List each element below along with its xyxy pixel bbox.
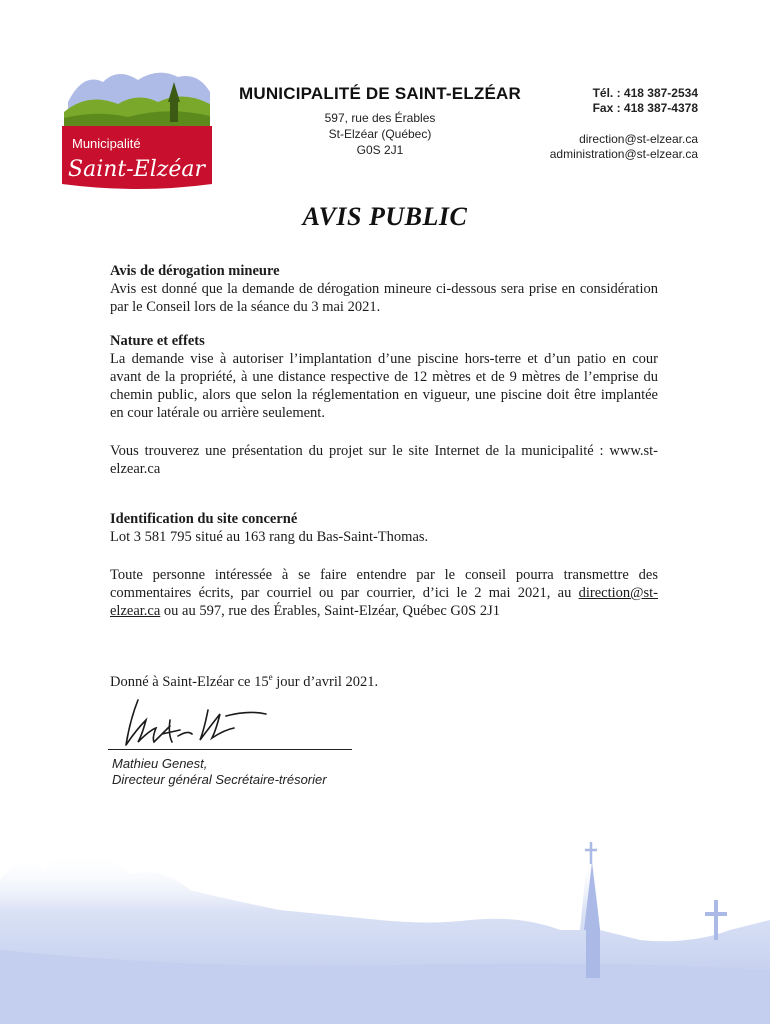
given-post: jour d’avril 2021. bbox=[272, 673, 379, 690]
website-notice: Vous trouverez une présentation du projet sur le site Internet de la municipalité : www.st-elzear.ca bbox=[110, 443, 658, 477]
section-heading-avis: Avis de dérogation mineure bbox=[110, 263, 280, 279]
section-heading-site: Identification du site concerné bbox=[110, 511, 298, 527]
signer-name: Mathieu Genest, bbox=[112, 756, 208, 771]
comments-email-link[interactable]: direction@st-elzear.ca bbox=[110, 585, 658, 619]
handwritten-signature bbox=[108, 690, 358, 750]
address-line-2: St-Elzéar (Québec) bbox=[328, 127, 432, 141]
email-direction[interactable]: direction@st-elzear.ca bbox=[579, 132, 698, 146]
notice-body bbox=[110, 262, 658, 691]
section-heading-nature: Nature et effets bbox=[110, 333, 205, 349]
municipality-name: MUNICIPALITÉ DE SAINT-ELZÉAR bbox=[238, 84, 521, 103]
address-line-1: 597, rue des Érables bbox=[324, 111, 436, 125]
header-contact-block bbox=[498, 86, 698, 162]
signer-role: Directeur général Secrétaire-trésorier bbox=[112, 772, 327, 787]
given-pre: Donné à Saint-Elzéar ce 15 bbox=[110, 673, 269, 690]
section-text-avis: Avis est donné que la demande de dérogation mineure ci-dessous sera prise en considération par le Conseil lors de la séance du 3 mai 2021. bbox=[110, 281, 658, 315]
signature-line bbox=[108, 749, 352, 750]
logo-line1: Municipalité bbox=[72, 136, 141, 151]
signer-block bbox=[112, 756, 327, 788]
village-skyline-illustration bbox=[0, 820, 770, 1024]
address-line-3: G0S 2J1 bbox=[356, 143, 404, 157]
fax-number: Fax : 418 387-4378 bbox=[592, 101, 698, 115]
page-title: AVIS PUBLIC bbox=[302, 202, 468, 231]
section-text-nature: La demande vise à autoriser l’implantation d’une piscine hors-terre et d’un patio en cour avant de la propriété, à une distance respective de 12 mètres et de 9 mètres de l’emprise du chemin public, alors que selon la réglementation en vigueur, une piscine doit être implantée en cour latérale ou arrière seulement. bbox=[110, 351, 658, 421]
phone-number: Tél. : 418 387-2534 bbox=[592, 86, 698, 100]
given-sup: e bbox=[268, 672, 273, 682]
given-at-line bbox=[110, 668, 658, 691]
comments-post: ou au 597, rue des Érables, Saint-Elzéar, Québec G0S 2J1 bbox=[160, 603, 500, 619]
municipality-logo bbox=[58, 62, 216, 192]
header-address-block bbox=[230, 84, 530, 158]
email-administration[interactable]: administration@st-elzear.ca bbox=[549, 147, 698, 161]
comments-pre: Toute personne intéressée à se faire entendre par le conseil pourra transmettre des commentaires écrits, par courriel ou par courrier, d’ici le 2 mai 2021, au bbox=[110, 567, 658, 601]
section-text-site: Lot 3 581 795 situé au 163 rang du Bas-Saint-Thomas. bbox=[110, 529, 429, 545]
comments-notice bbox=[110, 566, 658, 620]
logo-line2: Saint-Elzéar bbox=[68, 157, 206, 182]
